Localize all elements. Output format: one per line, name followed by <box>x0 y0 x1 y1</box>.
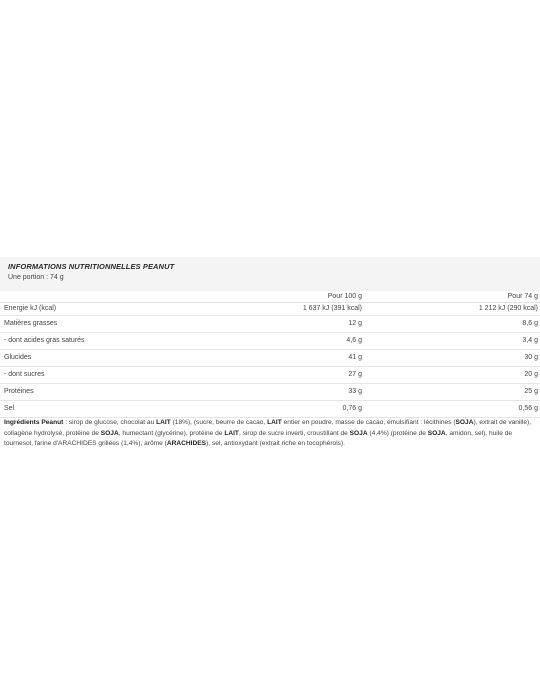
nutrition-title: INFORMATIONS NUTRITIONNELLES PEANUT <box>8 262 175 271</box>
portion-size: Une portion : 74 g <box>8 274 64 281</box>
table-row <box>0 350 540 367</box>
table-row <box>0 333 540 350</box>
value-per-74g: 1 212 kJ (290 kcal) <box>478 305 538 312</box>
nutrient-label: - dont acides gras saturés <box>4 337 85 344</box>
ingredient-emphasis: LAIT <box>267 419 282 426</box>
nutrition-panel <box>0 257 540 418</box>
value-per-74g: 0,56 g <box>518 405 538 412</box>
value-per-100g: 33 g <box>348 388 362 395</box>
nutrition-header <box>0 257 540 291</box>
ingredients-text <box>4 418 536 450</box>
nutrient-label: Energie kJ (kcal) <box>4 305 57 312</box>
nutrition-table <box>0 291 540 418</box>
table-row <box>0 401 540 418</box>
nutrition-table-body <box>0 303 540 418</box>
nutrient-label: Matières grasses <box>4 320 58 327</box>
ingredient-emphasis: SOJA <box>100 429 119 437</box>
value-per-100g: 0,76 g <box>342 405 362 412</box>
ingredient-emphasis: LAIT <box>224 429 239 437</box>
table-row <box>0 316 540 333</box>
ingredient-emphasis: Ingrédients Peanut <box>4 419 64 426</box>
nutrient-label: Glucides <box>4 354 32 361</box>
ingredient-text: ), sel, antioxydant (extrait riche en tocophérols). <box>206 440 345 448</box>
value-per-100g: 12 g <box>348 320 362 327</box>
table-header-row <box>0 291 540 303</box>
nutrient-label: Protéines <box>4 388 34 395</box>
value-per-74g: 25 g <box>524 388 538 395</box>
nutrient-label: - dont sucres <box>4 371 45 378</box>
ingredient-emphasis: SOJA <box>349 429 368 437</box>
column-header-empty <box>0 291 243 303</box>
ingredient-emphasis: LAIT <box>156 419 171 426</box>
value-per-100g: 1 637 kJ (391 kcal) <box>302 305 362 312</box>
value-per-100g: 41 g <box>348 354 362 361</box>
value-per-74g: 20 g <box>524 371 538 378</box>
value-per-74g: 8,6 g <box>522 320 538 327</box>
ingredient-emphasis: SOJA <box>427 429 446 437</box>
column-header-per-100g: Pour 100 g <box>327 293 362 300</box>
ingredient-text: (4,4%) (protéine de <box>367 429 428 437</box>
value-per-100g: 4,6 g <box>346 337 362 344</box>
ingredient-text: , amidon, sel), huile de tournesol, farine d'ARACHIDES grillées (1,4%), arôme ( <box>4 429 513 448</box>
table-row <box>0 367 540 384</box>
value-per-74g: 30 g <box>524 354 538 361</box>
ingredient-emphasis: SOJA <box>455 419 474 426</box>
column-header-per-74g: Pour 74 g <box>507 293 538 300</box>
ingredient-emphasis: ARACHIDES <box>166 440 207 448</box>
ingredient-text: entier en poudre, masse de cacao, émulsifiant : lécithines ( <box>281 419 456 426</box>
ingredient-text: : sirop de glucose, chocolat au <box>63 419 157 426</box>
table-row <box>0 384 540 401</box>
nutrient-label: Sel <box>4 405 15 412</box>
table-row <box>0 303 540 316</box>
value-per-74g: 3,4 g <box>522 337 538 344</box>
ingredient-text: (18%), (sucre, beurre de cacao, <box>170 419 268 426</box>
ingredient-text: , sirop de sucre inverti, croustillant de <box>238 429 350 437</box>
ingredient-text: ), extrait de vanille), collagène hydrolysé, protéine de <box>4 419 532 437</box>
value-per-100g: 27 g <box>348 371 362 378</box>
ingredient-text: , humectant (glycérine), protéine de <box>118 429 225 437</box>
